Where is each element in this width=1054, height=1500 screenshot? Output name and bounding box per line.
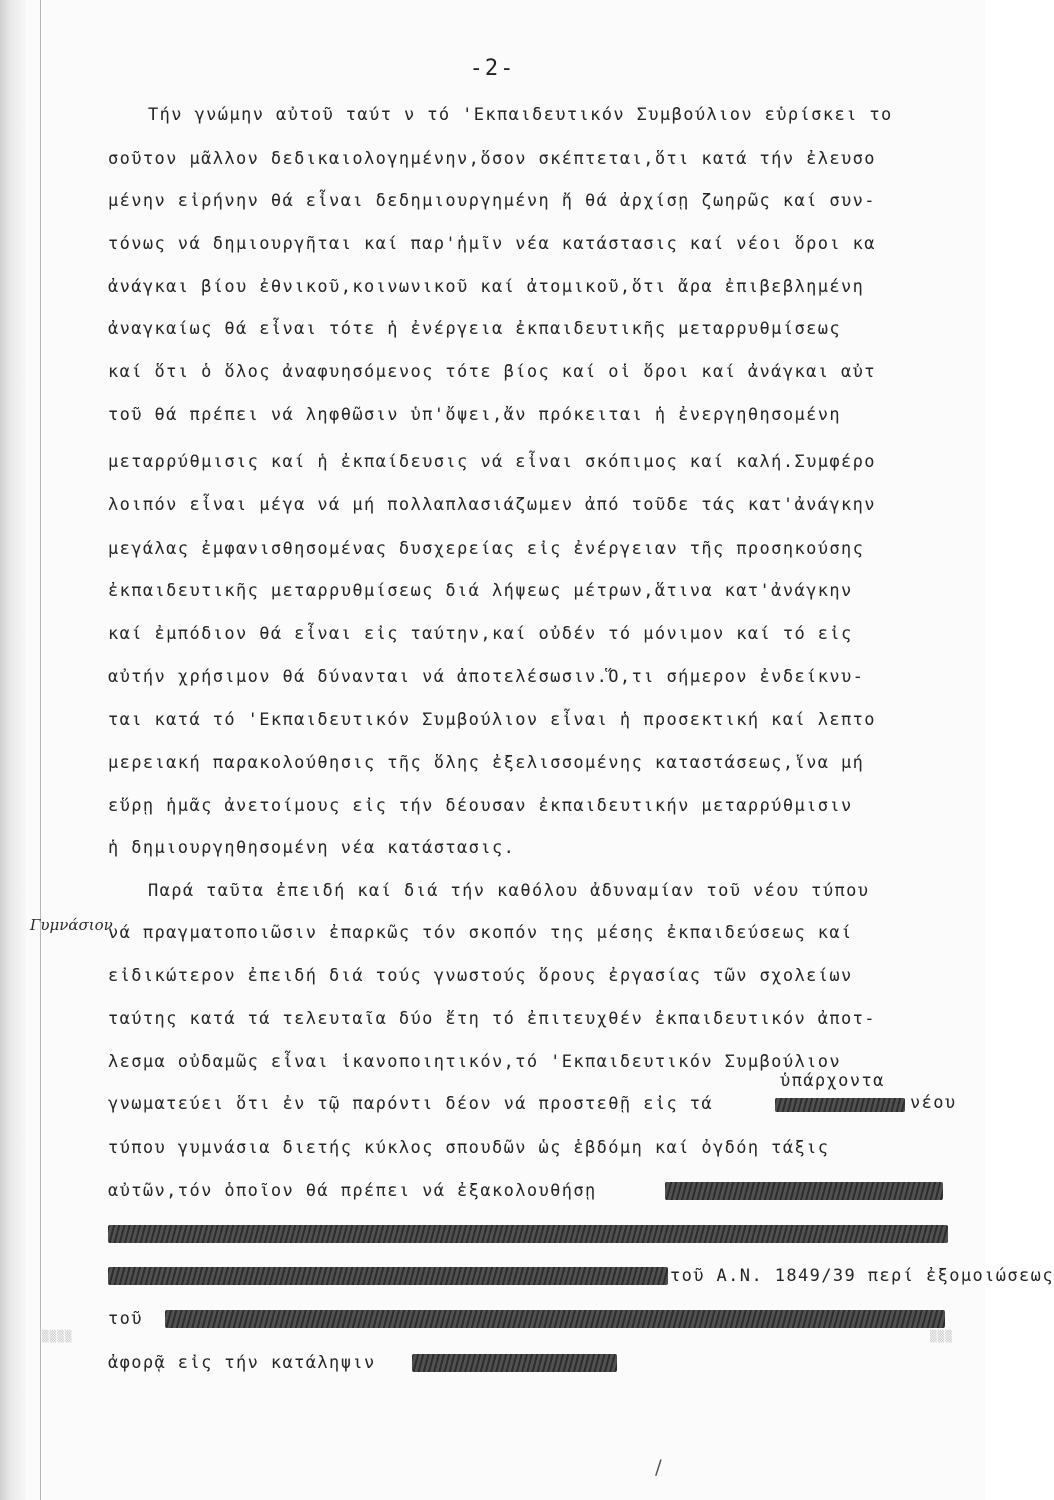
strikethrough-mark <box>412 1354 617 1372</box>
text-line: Παρά ταῦτα ἐπειδή καί διά τήν καθόλου ἀδυναμίαν τοῦ νέου τύπου <box>148 881 870 901</box>
margin-handwritten-note: Γυμνάσιον <box>30 916 113 934</box>
text-line: τοῦ <box>108 1309 143 1329</box>
line-end-text: νέου <box>910 1093 957 1113</box>
text-line: λεσμα οὐδαμῶς εἶναι ἱκανοποιητικόν,τό 'Εκπαιδευτικόν Συμβούλιον <box>108 1052 841 1072</box>
text-line: καί ὅτι ὁ ὅλος ἀναφυησόμενος τότε βίος καί οἱ ὅροι καί ἀνάγκαι αὐτ <box>108 362 876 382</box>
text-line: αὐτήν χρήσιμον θά δύνανται νά ἀποτελέσωσιν.Ὅ,τι σήμερον ἐνδείκνυ- <box>108 667 865 687</box>
pen-mark: / <box>655 1455 662 1479</box>
page-number: -2- <box>469 56 516 81</box>
text-line: μερειακή παρακολούθησις τῆς ὅλης ἐξελισσομένης καταστάσεως,ἵνα μή <box>108 753 865 773</box>
text-line: λοιπόν εἶναι μέγα νά μή πολλαπλασιάζωμεν ἀπό τοῦδε τάς κατ'ἀνάγκην <box>108 495 876 515</box>
text-line: τοῦ Α.Ν. 1849/39 περί ἐξομοιώσεως <box>670 1266 1054 1286</box>
strikethrough-mark <box>108 1267 668 1285</box>
text-line: σοῦτον μᾶλλον δεδικαιολογημένην,ὅσον σκέπτεται,ὅτι κατά τήν ἐλευσο <box>108 149 876 169</box>
strikethrough-mark <box>165 1310 945 1328</box>
text-line: ἐκπαιδευτικῆς μεταρρυθμίσεως διά λήψεως μέτρων,ἅτινα κατ'ἀνάγκην <box>108 581 853 601</box>
strikethrough-mark <box>665 1182 943 1200</box>
strikethrough-mark <box>775 1098 905 1112</box>
binding-shadow <box>0 0 26 1500</box>
text-line: τοῦ θά πρέπει νά ληφθῶσιν ὑπ'ὄψει,ἄν πρόκειται ἡ ἐνεργηθησομένη <box>108 405 841 425</box>
text-line: Τήν γνώμην αὐτοῦ ταύτ ν τό 'Εκπαιδευτικόν Συμβούλιον εὑρίσκει το <box>148 105 893 125</box>
binding-rule <box>40 0 41 1500</box>
text-line: γνωματεύει ὅτι ἐν τῷ παρόντι δέον νά προστεθῇ εἰς τά <box>108 1094 714 1114</box>
handwritten-insertion: ὑπάρχοντα <box>780 1071 885 1091</box>
text-line: αὐτῶν,τόν ὁποῖον θά πρέπει νά ἐξακολουθήσῃ <box>108 1181 597 1201</box>
text-line: ται κατά τό 'Εκπαιδευτικόν Συμβούλιον εἶναι ἡ προσεκτική καί λεπτο <box>108 710 876 730</box>
text-line: καί ἐμπόδιον θά εἶναι εἰς ταύτην,καί οὐδέν τό μόνιμον καί τό εἰς <box>108 624 853 644</box>
text-line: εὕρῃ ἡμᾶς ἀνετοίμους εἰς τήν δέουσαν ἐκπαιδευτικήν μεταρρύθμισιν <box>108 796 853 816</box>
strikethrough-mark <box>108 1225 948 1243</box>
text-line: νά πραγματοποιῶσιν ἐπαρκῶς τόν σκοπόν της μέσης ἐκπαιδεύσεως καί <box>108 923 853 943</box>
text-line: ἡ δημιουργηθησομένη νέα κατάστασις. <box>108 838 516 858</box>
bleed-through-text: ▒▒▒ <box>930 1330 953 1343</box>
text-line: ἀναγκαίως θά εἶναι τότε ἡ ἐνέργεια ἐκπαιδευτικῆς μεταρρυθμίσεως <box>108 319 841 339</box>
bleed-through-text: ▒▒▒▒ <box>42 1330 73 1343</box>
text-line: ἀνάγκαι βίου ἐθνικοῦ,κοινωνικοῦ καί ἀτομικοῦ,ὅτι ἄρα ἐπιβεβλημένη <box>108 277 865 297</box>
text-line: μεγάλας ἐμφανισθησομένας δυσχερείας εἰς ἐνέργειαν τῆς προσηκούσης <box>108 539 865 559</box>
text-line: μένην εἰρήνην θά εἶναι δεδημιουργημένη ἤ θά ἀρχίσῃ ζωηρῶς καί συν- <box>108 191 876 211</box>
text-line: ἀφορᾷ εἰς τήν κατάληψιν <box>108 1353 376 1373</box>
text-line: εἰδικώτερον ἐπειδή διά τούς γνωστούς ὅρους ἐργασίας τῶν σχολείων <box>108 966 853 986</box>
text-line: τόνως νά δημιουργῆται καί παρ'ἡμῖν νέα κατάστασις καί νέοι ὅροι κα <box>108 234 876 254</box>
text-line: ταύτης κατά τά τελευταῖα δύο ἔτη τό ἐπιτευχθέν ἐκπαιδευτικόν ἀποτ- <box>108 1009 876 1029</box>
text-line: τύπου γυμνάσια διετής κύκλος σπουδῶν ὡς ἑβδόμη καί ὀγδόη τάξις <box>108 1138 830 1158</box>
text-line: μεταρρύθμισις καί ἡ ἐκπαίδευσις νά εἶναι σκόπιμος καί καλή.Συμφέρο <box>108 452 876 472</box>
